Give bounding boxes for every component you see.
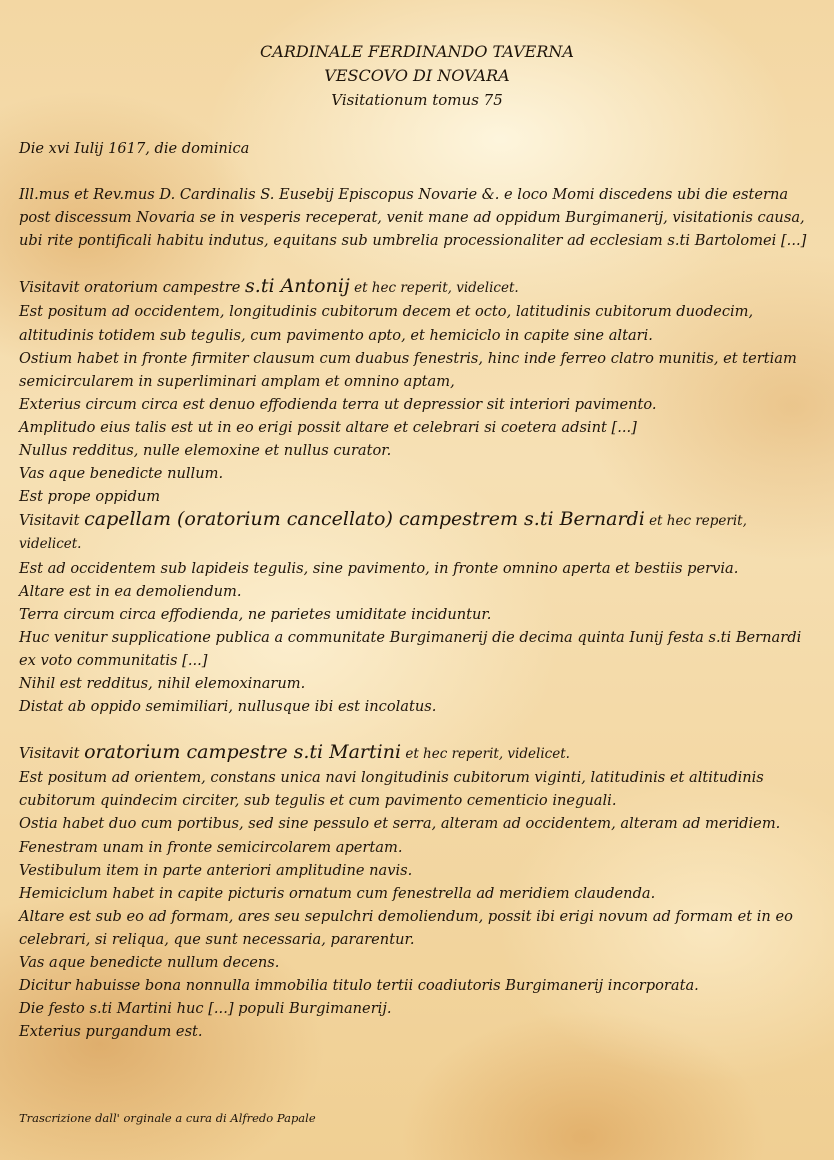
intro-line: post discessum Novaria se in vesperis receperat, venit mane ad oppidum Burgimanerij, visitationis causa,	[19, 209, 805, 227]
text-line: Ostium habet in fronte firmiter clausum cum duabus fenestris, hinc inde ferreo clatro munitis, et tertiam	[19, 349, 797, 367]
section-heading	[19, 508, 825, 533]
heading-tail: et hec reperit, videlicet.	[349, 280, 519, 297]
text-line: Fenestram unam in fronte semicircolarem apertam.	[19, 838, 403, 856]
heading-lead: Visitavit	[19, 512, 85, 530]
text-line: Die festo s.ti Martini huc [...] populi Burgimanerij.	[19, 1000, 392, 1018]
text-line: Est ad occidentem sub lapideis tegulis, sine pavimento, in fronte omnino aperta et bestiis pervia.	[19, 559, 739, 577]
intro-paragraph	[19, 183, 825, 252]
section-antonio	[19, 275, 825, 508]
intro-line: ubi rite pontificali habitu indutus, equitans sub umbrelia processionaliter ad ecclesiam s.ti Bartolomei [...]	[19, 232, 807, 250]
text-line: Altare est in ea demoliendum.	[19, 582, 242, 600]
text-line: ex voto communitatis [...]	[19, 651, 208, 669]
text-line: Hemiciclum habet in capite picturis ornatum cum fenestrella ad meridiem claudenda.	[19, 884, 656, 902]
heading-tail-continued: videlicet.	[19, 536, 82, 553]
heading-tail: et hec reperit,	[644, 513, 747, 530]
saint-name: capellam (oratorium cancellato) campestrem s.ti Bernardi	[84, 508, 645, 531]
document-body	[19, 137, 825, 1043]
intro-line: Ill.mus et Rev.mus D. Cardinalis S. Eusebij Episcopus Novarie &. e loco Momi discedens ubi die esterna	[19, 186, 789, 204]
text-line: Altare est sub eo ad formam, ares seu sepulchri demoliendum, possit ibi erigi novum ad formam et in eo	[19, 907, 793, 925]
heading-lead: Visitavit oratorium campestre	[19, 279, 246, 297]
text-line: Nihil est redditus, nihil elemoxinarum.	[19, 674, 306, 692]
text-line: Amplitudo eius talis est ut in eo erigi possit altare et celebrari si coetera adsint [...]	[19, 418, 637, 436]
text-line: semicircularem in superliminari amplam et omnino aptam,	[19, 372, 455, 390]
section-heading	[19, 741, 825, 766]
text-line: cubitorum quindecim circiter, sub tegulis et cum pavimento cementicio ineguali.	[19, 792, 617, 810]
text-line: Exterius purgandum est.	[19, 1023, 203, 1041]
transcription-credit: Trascrizione dall' orginale a cura di Alfredo Papale	[19, 1111, 316, 1125]
text-line: Terra circum circa effodienda, ne parietes umiditate inciduntur.	[19, 605, 492, 623]
heading-tail: et hec reperit, videlicet.	[401, 746, 570, 763]
document-subtitle: VESCOVO DI NOVARA	[324, 66, 510, 85]
saint-name: s.ti Antonij	[245, 275, 350, 298]
text-line: Vas aque benedicte nullum decens.	[19, 954, 280, 971]
text-line: Est positum ad orientem, constans unica navi longitudinis cubitorum viginti, latitudinis et altitudinis	[19, 769, 764, 787]
section-heading	[19, 275, 825, 300]
text-line: celebrari, si reliqua, que sunt necessaria, pararentur.	[19, 930, 415, 948]
text-line: Distat ab oppido semimiliari, nullusque ibi est incolatus.	[19, 698, 437, 716]
section-martino	[19, 741, 825, 1043]
heading-lead: Visitavit	[19, 745, 85, 763]
saint-name: oratorium campestre s.ti Martini	[84, 741, 402, 764]
text-line: Dicitur habuisse bona nonnulla immobilia titulo tertii coadiutoris Burgimanerij incorporata.	[19, 977, 699, 995]
text-line: altitudinis totidem sub tegulis, cum pavimento apto, et hemiciclo in capite sine altari.	[19, 326, 653, 344]
section-bernardo	[19, 508, 825, 718]
text-line: Vestibulum item in parte anteriori amplitudine navis.	[19, 861, 413, 879]
text-line: Huc venitur supplicatione publica a communitate Burgimanerij die decima quinta Iunij festa s.ti Bernardi	[19, 628, 802, 646]
date-line: Die xvi Iulij 1617, die dominica	[19, 140, 250, 157]
text-line: Nullus redditus, nulle elemoxine et nullus curator.	[19, 442, 392, 460]
document-title: CARDINALE FERDINANDO TAVERNA	[260, 42, 574, 61]
text-line: Est positum ad occidentem, longitudinis cubitorum decem et octo, latitudinis cubitorum duodecim,	[19, 303, 754, 321]
text-line: Vas aque benedicte nullum.	[19, 465, 224, 483]
text-line: Ostia habet duo cum portibus, sed sine pessulo et serra, alteram ad occidentem, alteram ad meridiem.	[19, 815, 781, 833]
document-volume: Visitationum tomus 75	[331, 91, 503, 109]
text-line: Est prope oppidum	[19, 488, 161, 506]
text-line: Exterius circum circa est denuo effodienda terra ut depressior sit interiori pavimento.	[19, 395, 657, 413]
